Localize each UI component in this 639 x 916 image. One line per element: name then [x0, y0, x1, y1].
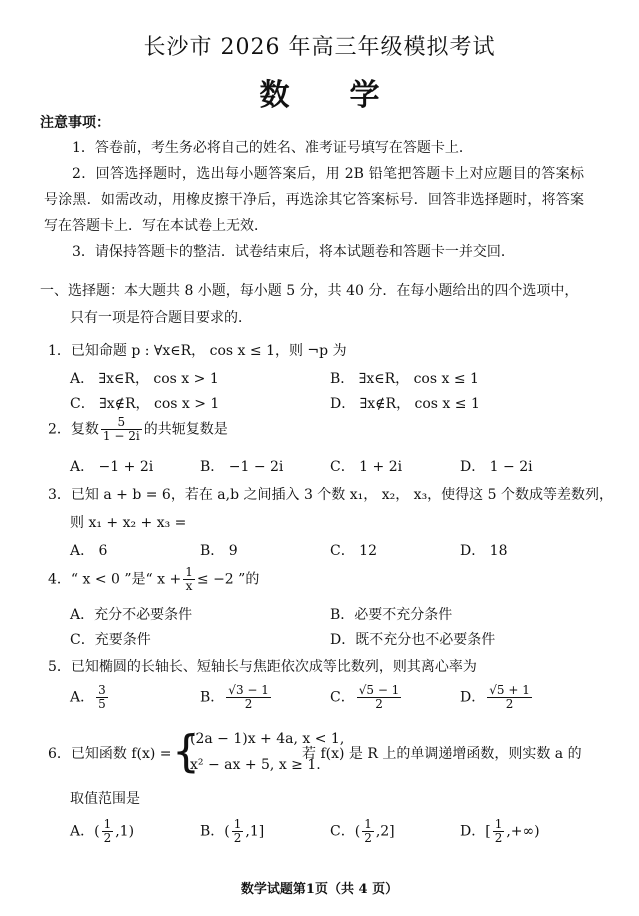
q5-option-d [460, 684, 534, 711]
q6-a-fraction [102, 818, 114, 845]
q3-option-a: A． 6 [70, 543, 108, 559]
q2-option-a: A． −1 + 2i [70, 459, 154, 475]
question-6-stem-suffix: 若 f(x) 是 R 上的单调递增函数，则实数 a 的 [302, 746, 582, 762]
q6-piecewise [172, 726, 345, 779]
q6-a-close: ,1) [115, 823, 135, 840]
q6-b-num: 1 [233, 817, 242, 831]
q6-d-close: ,+∞) [506, 823, 540, 840]
q4-stem-prefix: 4．“ x < 0 ”是“ x + [48, 571, 182, 588]
q6-c-close: ,2] [375, 823, 395, 840]
q5-b-fraction [226, 684, 271, 711]
q5-c-num: √5 − 1 [358, 683, 400, 697]
q6-b-den: 2 [233, 831, 242, 845]
brace-glyph: { [172, 726, 200, 777]
q5-c-fraction [357, 684, 402, 711]
q4-stem-suffix: ≤ −2 ”的 [196, 571, 260, 588]
q5-c-label: C． [330, 689, 355, 706]
q6-a-den: 2 [103, 831, 112, 845]
q5-d-den: 2 [505, 697, 514, 711]
question-6-stem-prefix: 6．已知函数 f(x) = [48, 746, 172, 762]
q6-c-open: ( [354, 823, 361, 840]
notice-item: 3．请保持答题卡的整洁．试卷结束后，将本试题卷和答题卡一并交回． [72, 244, 515, 260]
q4-option-b: B．必要不充分条件 [330, 607, 453, 623]
q4-option-d: D．既不充分也不必要条件 [330, 632, 496, 648]
q6-case-1: (2a − 1)x + 4a, x < 1, [190, 731, 345, 747]
q2-stem-suffix: 的共轭复数是 [143, 421, 228, 438]
notice-heading: 注意事项： [40, 115, 110, 131]
q6-option-b [200, 818, 264, 845]
q6-a-label: A． [70, 823, 95, 840]
q5-d-num: √5 + 1 [489, 683, 530, 697]
q4-frac-den: x [185, 579, 193, 593]
q1-option-d: D． ∃x∉R， cos x ≤ 1 [330, 396, 480, 412]
q5-d-fraction [487, 684, 532, 711]
q5-a-den: 5 [98, 697, 106, 711]
q6-d-open: [ [485, 823, 491, 840]
q6-d-num: 1 [494, 817, 503, 831]
q6-b-label: B． [200, 823, 225, 840]
q6-b-open: ( [224, 823, 230, 840]
q4-fraction [183, 566, 195, 593]
q6-c-fraction [362, 818, 374, 845]
notice-item: 1．答卷前，考生务必将自己的姓名、准考证号填写在答题卡上． [72, 140, 473, 156]
q2-option-b: B． −1 − 2i [200, 459, 284, 475]
q6-a-num: 1 [103, 817, 112, 831]
notice-item: 2．回答选择题时，选出每小题答案后，用 2B 铅笔把答题卡上对应题目的答案标号涂黑．如需改动，用橡皮擦干净后，再选涂其它答案标号．回答非选择题时，将答案写在答题卡上．写在本试卷上无效． [44, 166, 584, 234]
q3-option-b: B． 9 [200, 543, 238, 559]
q3-option-c: C． 12 [330, 543, 377, 559]
question-5-stem: 5．已知椭圆的长轴长、短轴长与焦距依次成等比数列，则其离心率为 [48, 659, 477, 675]
question-2-stem [48, 416, 228, 443]
q6-c-den: 2 [364, 831, 372, 845]
q2-option-c: C． 1 + 2i [330, 459, 403, 475]
q5-a-label: A． [70, 689, 95, 706]
q6-b-close: ,1] [245, 823, 265, 840]
notice-list [44, 135, 584, 265]
section-heading: 一、选择题：本大题共 8 小题，每小题 5 分，共 40 分．在每小题给出的四个选项中， [40, 283, 579, 299]
q6-d-label: D． [460, 823, 486, 840]
q2-fraction [101, 416, 142, 443]
q5-a-num: 3 [98, 683, 106, 697]
q5-a-fraction [96, 684, 108, 711]
q2-frac-den: 1 − 2i [102, 429, 140, 443]
q5-d-label: D． [460, 689, 486, 706]
q4-frac-num: 1 [185, 565, 193, 579]
q5-b-num: √3 − 1 [228, 683, 269, 697]
q5-option-b [200, 684, 273, 711]
q6-d-den: 2 [494, 831, 503, 845]
q3-option-d: D． 18 [460, 543, 508, 559]
q6-a-open: ( [94, 823, 100, 840]
q6-case-2: x² − ax + 5, x ≥ 1. [190, 757, 321, 773]
question-1-stem: 1．已知命题 p : ∀x∈R， cos x ≤ 1，则 ¬p 为 [48, 343, 347, 359]
page-footer: 数学试题第1页（共 4 页） [240, 882, 399, 897]
q1-option-b: B． ∃x∈R， cos x ≤ 1 [330, 371, 479, 387]
subject-title: 数学 [259, 78, 440, 113]
q2-option-d: D． 1 − 2i [460, 459, 533, 475]
q4-option-a: A．充分不必要条件 [70, 607, 193, 623]
q6-d-fraction [493, 818, 505, 845]
q6-c-num: 1 [364, 817, 372, 831]
question-3-stem-cont: 则 x₁ + x₂ + x₃ = [70, 515, 187, 531]
q5-b-den: 2 [244, 697, 253, 711]
q5-option-a [70, 684, 110, 711]
question-4-stem [48, 566, 259, 593]
q5-b-label: B． [200, 689, 225, 706]
q6-option-c [330, 818, 395, 845]
question-6-stem-cont: 取值范围是 [70, 791, 140, 807]
q5-option-c [330, 684, 403, 711]
q1-option-c: C． ∃x∉R， cos x > 1 [70, 396, 220, 412]
q6-b-fraction [232, 818, 244, 845]
exam-title: 长沙市 2026 年高三年级模拟考试 [143, 35, 496, 60]
q2-stem-prefix: 2．复数 [48, 421, 99, 438]
q4-option-c: C．充要条件 [70, 632, 151, 648]
q1-option-a: A． ∃x∈R， cos x > 1 [70, 371, 219, 387]
q6-c-label: C． [330, 823, 355, 840]
question-3-stem: 3．已知 a + b = 6，若在 a,b 之间插入 3 个数 x₁， x₂， x₃，使得这 5 个数成等差数列， [48, 487, 613, 503]
section-heading-cont: 只有一项是符合题目要求的． [70, 310, 252, 326]
q6-option-a [70, 818, 134, 845]
q2-frac-num: 5 [101, 416, 142, 430]
q6-option-d [460, 818, 540, 845]
q5-c-den: 2 [375, 697, 383, 711]
